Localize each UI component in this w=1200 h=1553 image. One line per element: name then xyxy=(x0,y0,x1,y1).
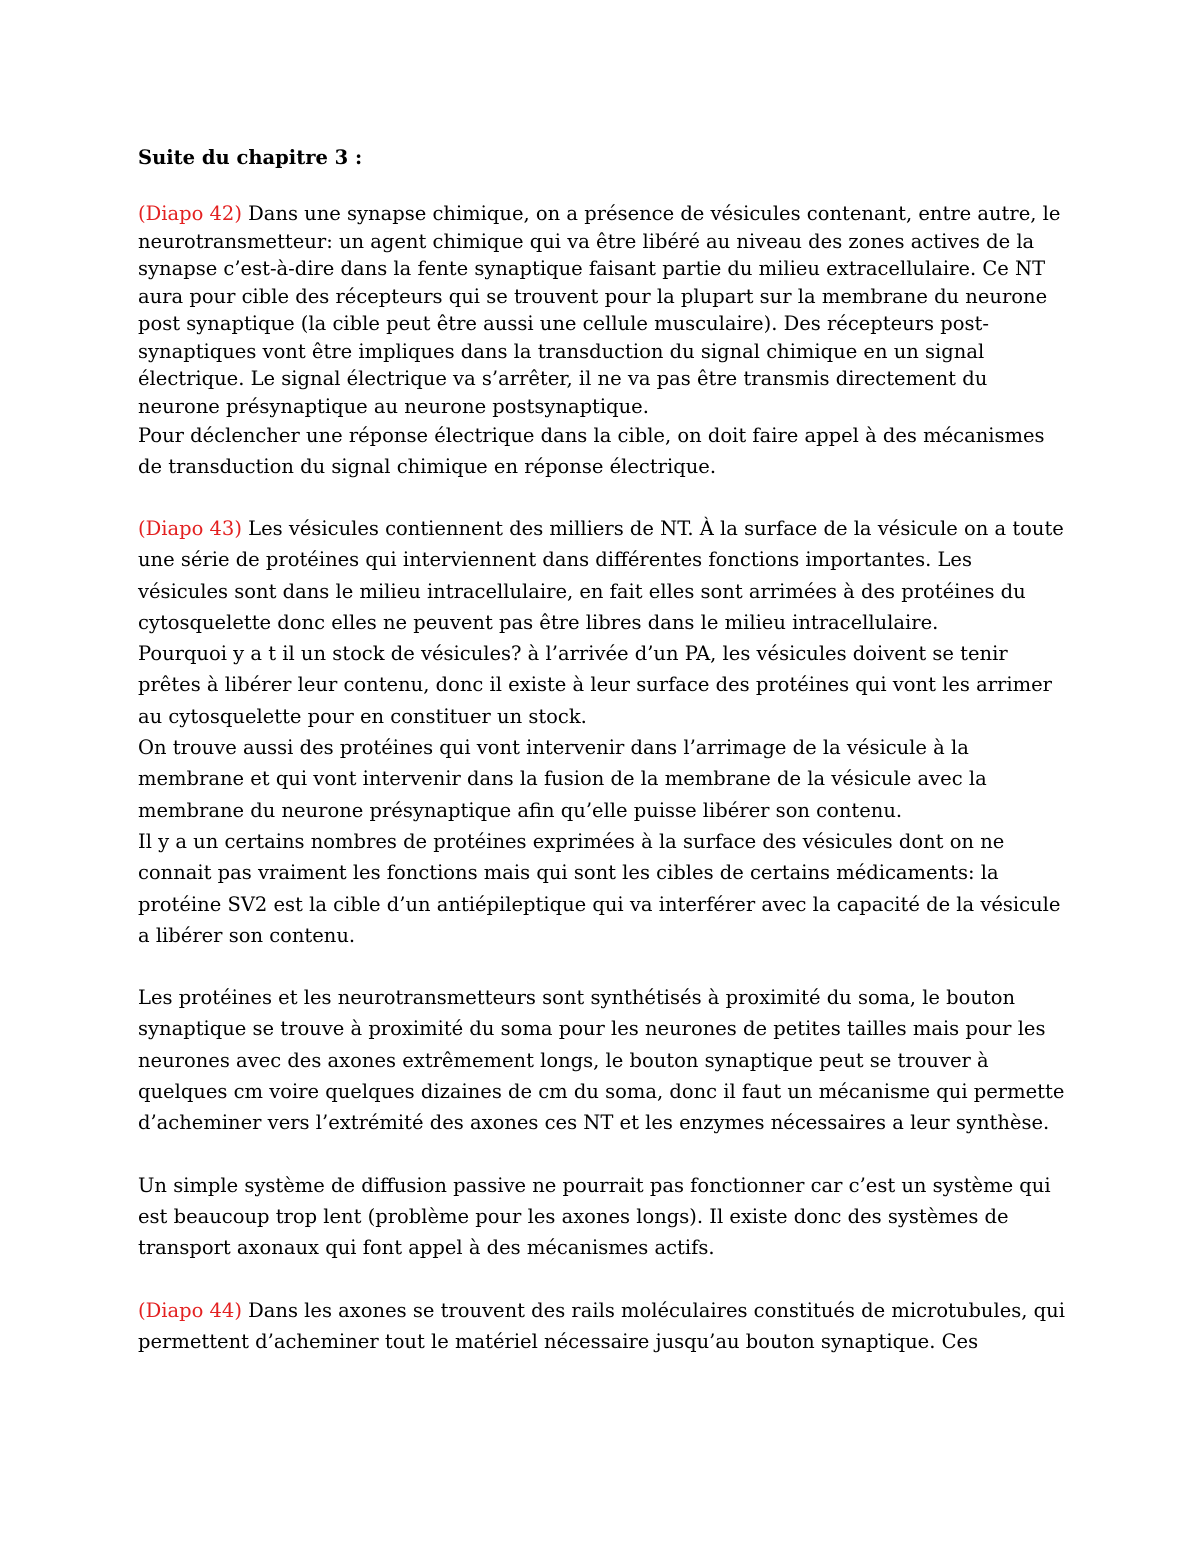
paragraph-diapo-42-continuation: Pour déclencher une réponse électrique dans la cible, on doit faire appel à des mécanismes de transduction du signal chimique en réponse électrique. xyxy=(138,424,1045,478)
slide-reference-44: (Diapo 44) xyxy=(138,1298,242,1322)
paragraph-text: Les vésicules contiennent des milliers de NT. À la surface de la vésicule on a toute une série de protéines qui interviennent dans différentes fonctions importantes. Les vésicules sont dans le milieu intracellulaire, en fait elles sont arrimées à des protéines du cytosquelette donc elles ne peuvent pas être libres dans le milieu intracellulaire. xyxy=(138,517,1064,634)
paragraph-diapo-43 xyxy=(138,513,1068,638)
paragraph-diapo-42 xyxy=(138,200,1068,420)
paragraph-diapo-43-arrimage: On trouve aussi des protéines qui vont intervenir dans l’arrimage de la vésicule à la membrane et qui vont intervenir dans la fusion de la membrane de la vésicule avec la membrane du neurone présynaptique afin qu’elle puisse libérer son contenu. xyxy=(138,736,987,822)
paragraph-text: Dans une synapse chimique, on a présence de vésicules contenant, entre autre, le neurotransmetteur: un agent chimique qui va être libéré au niveau des zones actives de la synapse c’est-à-dire dans la fente synaptique faisant partie du milieu extracellulaire. Ce NT aura pour cible des récepteurs qui se trouvent pour la plupart sur la membrane du neurone post synaptique (la cible peut être aussi une cellule musculaire). Des récepteurs post-synaptiques vont être impliques dans la transduction du signal chimique en un signal électrique. Le signal électrique va s’arrêter, il ne va pas être transmis directement du neurone présynaptique au neurone postsynaptique. xyxy=(138,202,1061,418)
paragraph-text: Dans les axones se trouvent des rails moléculaires constitués de microtubules, qui permettent d’acheminer tout le matériel nécessaire jusqu’au bouton synaptique. Ces xyxy=(138,1298,1065,1353)
chapter-heading: Suite du chapitre 3 : xyxy=(138,146,363,169)
paragraph-diapo-43-sv2: Il y a un certains nombres de protéines exprimées à la surface des vésicules dont on ne connait pas vraiment les fonctions mais qui sont les cibles de certains médicaments: la protéine SV2 est la cible d’un antiépileptique qui va interférer avec la capacité de la vésicule a libérer son contenu. xyxy=(138,829,1061,947)
paragraph-diapo-43-stock: Pourquoi y a t il un stock de vésicules? à l’arrivée d’un PA, les vésicules doivent se tenir prêtes à libérer leur contenu, donc il existe à leur surface des protéines qui vont les arrimer au cytosquelette pour en constituer un stock. xyxy=(138,642,1052,728)
paragraph-diffusion: Un simple système de diffusion passive ne pourrait pas fonctionner car c’est un système qui est beaucoup trop lent (problème pour les axones longs). Il existe donc des systèmes de transport axonaux qui font appel à des mécanismes actifs. xyxy=(138,1173,1051,1260)
paragraph-diapo-44 xyxy=(138,1295,1068,1358)
paragraph-proteins: Les protéines et les neurotransmetteurs sont synthétisés à proximité du soma, le bouton synaptique se trouve à proximité du soma pour les neurones de petites tailles mais pour les neurones avec des axones extrêmement longs, le bouton synaptique peut se trouver à quelques cm voire quelques dizaines de cm du soma, donc il faut un mécanisme qui permette d’acheminer vers l’extrémité des axones ces NT et les enzymes nécessaires a leur synthèse. xyxy=(138,986,1065,1135)
document-body xyxy=(138,142,1068,1357)
slide-reference-42: (Diapo 42) xyxy=(138,202,242,225)
slide-reference-43: (Diapo 43) xyxy=(138,517,242,540)
